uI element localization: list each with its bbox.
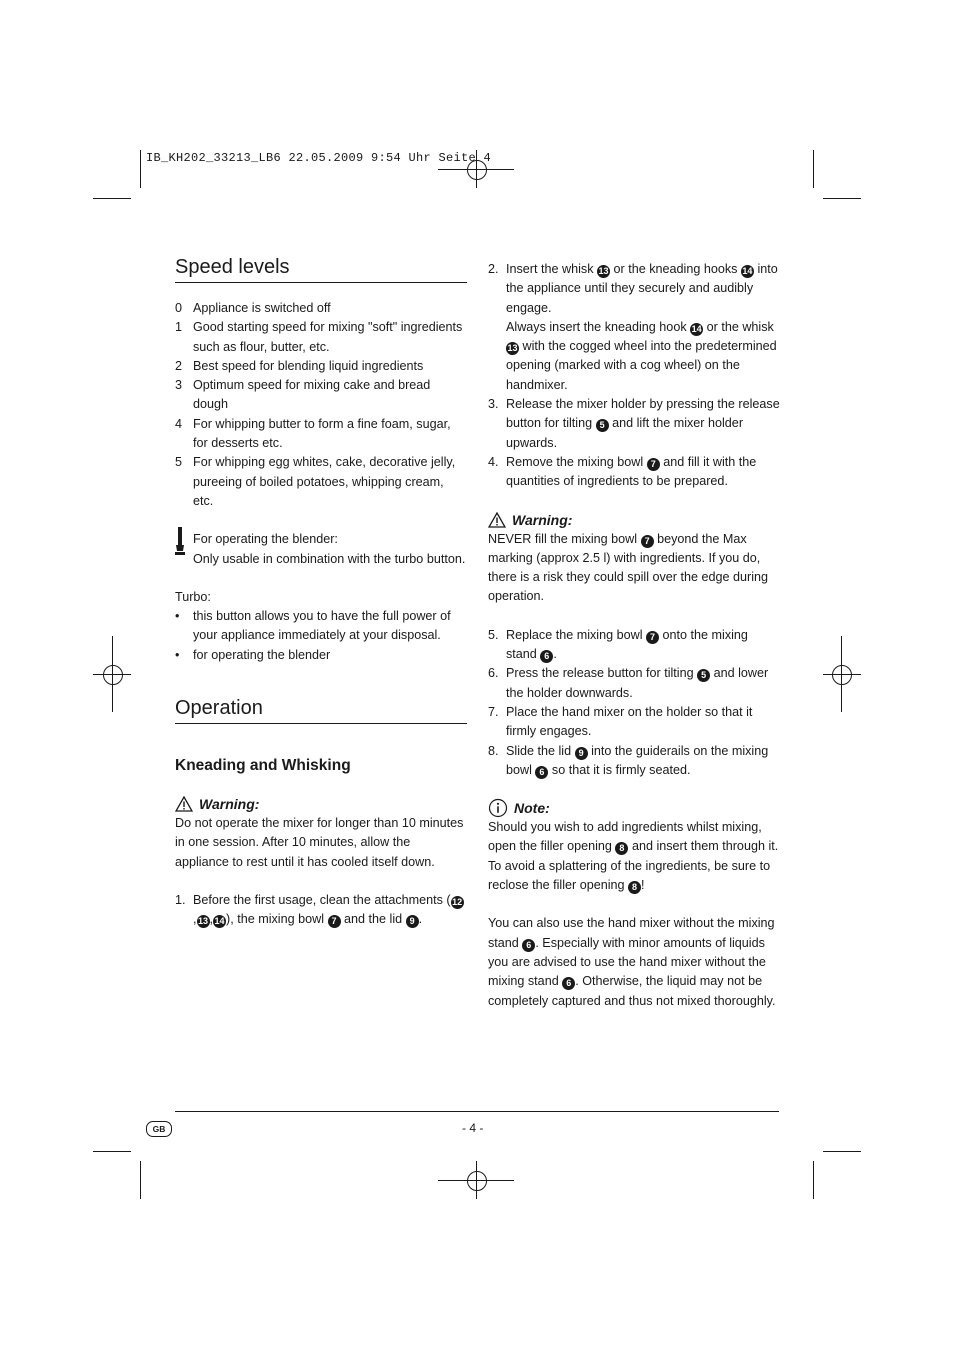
- note-text: Should you wish to add ingredients whilst mixing, open the filler opening 8 and insert them through it. To avoid a splattering of the ingredients, be sure to reclose the filler opening 8 !: [488, 820, 779, 893]
- speed-list: [175, 299, 467, 511]
- ref-7-badge: 7: [641, 535, 654, 548]
- list-item: 4 For whipping butter to form a fine foam, sugar, for desserts etc.: [175, 416, 451, 451]
- warning-icon: [488, 512, 506, 528]
- speed-levels-heading: Speed levels: [175, 254, 467, 283]
- ref-6-badge: 6: [522, 939, 535, 952]
- crop-mark: [823, 1151, 861, 1152]
- turbo-list: [175, 607, 467, 665]
- list-item: 3 Optimum speed for mixing cake and bread dough: [175, 378, 431, 412]
- body-paragraph: You can also use the hand mixer without the mixing stand 6 . Especially with minor amounts of liquids you are advised to use the hand mixer without the mixing stand 6 . Otherwise, the liquid may not be completely captured and thus not mixed thoroughly.: [488, 916, 776, 1008]
- step-8: 8. Slide the lid 9 into the guiderails on the mixing bowl 6 so that it is firmly seated.: [488, 743, 769, 777]
- step-5: 5. Replace the mixing bowl 7 onto the mixing stand 6 .: [488, 627, 748, 662]
- warning-heading: Warning:: [488, 510, 780, 530]
- crop-mark: [140, 1161, 141, 1199]
- warning-icon: [175, 796, 193, 812]
- list-item: • this button allows you to have the full power of your appliance immediately at your disposal.: [175, 609, 451, 643]
- ref-13-badge: 13: [507, 343, 518, 354]
- crop-mark: [813, 1161, 814, 1199]
- footer-rule: [175, 1111, 779, 1112]
- ref-9-badge: 9: [575, 747, 588, 760]
- ref-6-badge: 6: [562, 977, 575, 990]
- right-column: [488, 260, 780, 1011]
- blender-note: For operating the blender: Only usable in combination with the turbo button.: [175, 527, 467, 569]
- crop-mark: [93, 1151, 131, 1152]
- ref-14-badge: 14: [691, 323, 702, 334]
- kneading-subheading: Kneading and Whisking: [175, 757, 351, 775]
- language-badge: GB: [146, 1121, 172, 1137]
- step-2: 2. Insert the whisk 13 or the kneading hooks 14 into the appliance until they securely and audibly engage. Always insert the kneading hook 14 or the whisk 13 with the cogged wheel into the predetermined opening (marked with a cog wheel) on the handmixer.: [488, 262, 778, 392]
- step-7: 7. Place the hand mixer on the holder so that it firmly engages.: [488, 704, 753, 739]
- print-slug: IB_KH202_33213_LB6 22.05.2009 9:54 Uhr Seite 4: [146, 151, 492, 165]
- ref-6-badge: 6: [540, 650, 553, 663]
- ref-9-badge: 9: [406, 915, 419, 928]
- list-item: 5 For whipping egg whites, cake, decorative jelly, pureeing of boiled potatoes, whipping cream, etc.: [175, 455, 456, 508]
- crop-mark: [813, 150, 814, 188]
- list-item: • for operating the blender: [175, 647, 331, 662]
- ref-13-badge: 13: [197, 916, 208, 927]
- left-column: [175, 254, 467, 930]
- ref-7-badge: 7: [646, 631, 659, 644]
- step-6: 6. Press the release button for tilting 5 and lower the holder downwards.: [488, 666, 769, 700]
- ref-14-badge: 14: [742, 266, 753, 276]
- register-circle: [832, 665, 852, 685]
- warning-text: Do not operate the mixer for longer than 10 minutes in one session. After 10 minutes, allow the appliance to rest until it has cooled itself down.: [175, 816, 464, 869]
- list-item: 2 Best speed for blending liquid ingredients: [175, 358, 424, 373]
- warning-heading: Warning:: [175, 794, 467, 814]
- crop-mark: [140, 150, 141, 188]
- ref-7-badge: 7: [647, 458, 660, 471]
- register-circle: [103, 665, 123, 685]
- turbo-label: Turbo:: [175, 589, 211, 604]
- step-4: 4. Remove the mixing bowl 7 and fill it with the quantities of ingredients to be prepared.: [488, 454, 757, 489]
- info-icon: [488, 798, 508, 818]
- blender-symbol-icon: [175, 527, 185, 555]
- operation-heading: Operation: [175, 695, 467, 724]
- step-3: 3. Release the mixer holder by pressing the release button for tilting 5 and lift the mixer holder upwards.: [488, 397, 780, 450]
- step-1: 1. Before the first usage, clean the attachments (12,13 ,14 ), the mixing bowl 7 and the lid 9 .: [175, 892, 463, 927]
- warning-text: NEVER fill the mixing bowl 7 beyond the Max marking (approx 2.5 l) with ingredients. If you do, there is a risk they could spill over the edge during operation.: [488, 531, 769, 604]
- ref-8-badge: 8: [628, 881, 641, 894]
- ref-5-badge: 5: [596, 419, 609, 432]
- note-heading: Note:: [488, 798, 780, 818]
- ref-6-badge: 6: [535, 766, 548, 779]
- ref-14-badge: 14: [214, 916, 225, 927]
- ref-8-badge: 8: [615, 842, 628, 855]
- page-number: - 4 -: [462, 1121, 484, 1135]
- list-item: 0 Appliance is switched off: [175, 301, 331, 315]
- register-circle: [467, 1171, 487, 1191]
- ref-7-badge: 7: [328, 915, 341, 928]
- ref-12-badge: 12: [452, 896, 463, 907]
- ref-5-badge: 5: [697, 669, 710, 682]
- ref-13-badge: 13: [598, 266, 609, 276]
- list-item: 1 Good starting speed for mixing "soft" ingredients such as flour, butter, etc.: [175, 320, 463, 354]
- crop-mark: [93, 198, 131, 199]
- crop-mark: [823, 198, 861, 199]
